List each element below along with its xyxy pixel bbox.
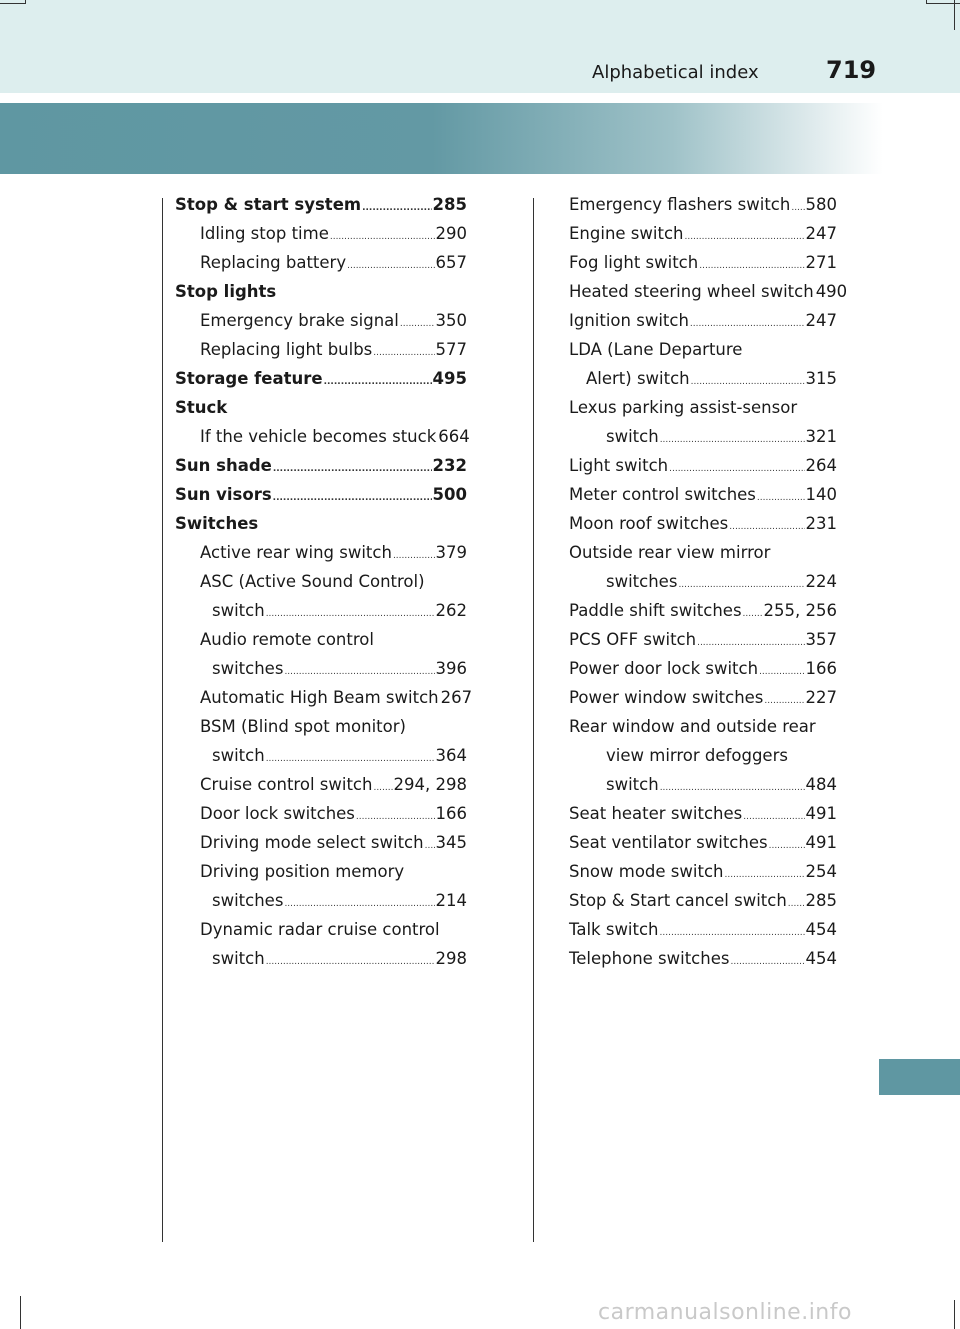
index-entry-label: switch	[606, 775, 659, 794]
dot-leader	[266, 948, 435, 977]
index-entry-page: 491	[805, 833, 837, 852]
index-heading: LDA (Lane Departure	[569, 340, 743, 359]
index-entry-page: 379	[435, 543, 467, 562]
index-entry-label: Snow mode switch	[569, 862, 724, 881]
index-entry	[606, 422, 837, 451]
header-band	[0, 103, 960, 174]
index-entry	[569, 596, 837, 625]
index-entry	[200, 306, 467, 335]
index-heading: Outside rear view mirror	[569, 543, 771, 562]
index-entry-label: Seat heater switches	[569, 804, 743, 823]
index-heading: ASC (Active Sound Control)	[200, 572, 425, 591]
index-entry	[569, 944, 837, 973]
index-entry-page: 227	[805, 688, 837, 707]
index-entry-page: 491	[805, 804, 837, 823]
index-entry-page: 166	[435, 804, 467, 823]
index-entry-page: 454	[805, 920, 837, 939]
index-entry-label: Talk switch	[569, 920, 659, 939]
index-entry-label: Automatic High Beam switch	[200, 688, 439, 707]
index-entry-page: 231	[805, 514, 837, 533]
index-entry-page: 140	[805, 485, 837, 504]
index-entry-label: Meter control switches	[569, 485, 756, 504]
index-heading: view mirror defoggers	[606, 746, 788, 765]
index-entry	[569, 857, 837, 886]
index-entry	[212, 596, 467, 625]
index-entry-page: 267	[440, 688, 473, 707]
index-heading: Rear window and outside rear	[569, 717, 816, 736]
crop-mark	[954, 1300, 955, 1329]
index-entry	[569, 509, 837, 538]
index-entry-label: Seat ventilator switches	[569, 833, 768, 852]
index-entry-label: Storage feature	[175, 369, 323, 388]
index-entry	[569, 277, 848, 306]
index-entry	[200, 248, 467, 277]
index-entry-label: Replacing light bulbs	[200, 340, 373, 359]
index-entry	[606, 567, 837, 596]
index-entry	[569, 654, 837, 683]
index-entry	[212, 654, 467, 683]
index-entry	[569, 219, 837, 248]
index-entry-page: 247	[805, 224, 837, 243]
index-entry	[569, 886, 837, 915]
index-entry	[212, 741, 467, 770]
index-entry-page: 350	[435, 311, 467, 330]
index-entry-page: 454	[805, 949, 837, 968]
index-entry	[586, 364, 837, 393]
index-entry-page: 664	[438, 427, 470, 446]
index-entry	[200, 219, 467, 248]
crop-mark	[20, 1296, 21, 1329]
index-entry	[200, 799, 467, 828]
dot-leader	[347, 252, 434, 281]
index-entry-page: 484	[805, 775, 837, 794]
index-entry-page: 247	[805, 311, 837, 330]
index-entry	[569, 828, 837, 857]
index-entry-label: Stop & Start cancel switch	[569, 891, 787, 910]
crop-mark	[25, 0, 26, 4]
dot-leader	[425, 832, 435, 861]
index-entry-page: 495	[432, 369, 467, 388]
index-entry	[200, 335, 467, 364]
crop-mark	[0, 3, 26, 4]
dot-leader	[730, 948, 804, 977]
index-entry-label: Stop & start system	[175, 195, 362, 214]
index-entry	[606, 770, 837, 799]
dot-leader	[273, 484, 432, 513]
index-entry-label: Sun shade	[175, 456, 272, 475]
index-entry	[175, 190, 467, 219]
index-heading: Audio remote control	[200, 630, 374, 649]
index-entry-page: 214	[435, 891, 467, 910]
index-entry-label: Heated steering wheel switch	[569, 282, 814, 301]
index-entry-label: switch	[606, 427, 659, 446]
column-rule-middle	[533, 198, 534, 1242]
index-entry-label: Driving mode select switch	[200, 833, 424, 852]
index-entry	[200, 828, 467, 857]
index-entry-page: 580	[805, 195, 837, 214]
index-entry-page: 262	[435, 601, 467, 620]
crop-mark	[954, 0, 955, 30]
index-entry-page: 224	[805, 572, 837, 591]
index-entry	[569, 799, 837, 828]
index-entry-page: 364	[435, 746, 467, 765]
index-entry-label: Paddle shift switches	[569, 601, 742, 620]
index-entry	[569, 915, 837, 944]
index-entry	[200, 422, 470, 451]
index-entry-label: Moon roof switches	[569, 514, 729, 533]
index-entry-label: Door lock switches	[200, 804, 355, 823]
index-entry-page: 285	[432, 195, 467, 214]
index-entry-label: Engine switch	[569, 224, 684, 243]
header-title: Alphabetical index	[592, 62, 759, 83]
index-entry-page: 290	[435, 224, 467, 243]
index-heading: Stuck	[175, 398, 228, 417]
index-entry-page: 396	[435, 659, 467, 678]
index-entry-label: Sun visors	[175, 485, 272, 504]
index-entry-label: Light switch	[569, 456, 669, 475]
index-entry-label: Ignition switch	[569, 311, 689, 330]
index-entry	[569, 306, 837, 335]
index-entry	[569, 248, 837, 277]
index-entry-label: Idling stop time	[200, 224, 329, 243]
index-entry	[569, 683, 837, 712]
index-entry-page: 285	[805, 891, 837, 910]
column-rule-left	[162, 198, 163, 1242]
index-entry-label: Power window switches	[569, 688, 764, 707]
index-entry-page: 500	[432, 485, 467, 504]
index-entry-page: 298	[435, 949, 467, 968]
index-entry-page: 271	[805, 253, 837, 272]
index-heading: BSM (Blind spot monitor)	[200, 717, 406, 736]
index-entry-page: 657	[435, 253, 467, 272]
index-heading: Dynamic radar cruise control	[200, 920, 440, 939]
index-entry-label: switches	[606, 572, 678, 591]
index-entry-page: 490	[815, 282, 848, 301]
index-entry-label: Replacing battery	[200, 253, 347, 272]
section-tab	[879, 1059, 960, 1095]
index-entry-page: 577	[435, 340, 467, 359]
index-heading: Stop lights	[175, 282, 277, 301]
index-entry-page: 166	[805, 659, 837, 678]
crop-mark	[926, 0, 927, 4]
index-entry-page: 254	[805, 862, 837, 881]
index-entry-label: switch	[212, 746, 265, 765]
index-entry	[175, 451, 467, 480]
index-entry-page: 315	[805, 369, 837, 388]
index-entry-page: 357	[805, 630, 837, 649]
page-number: 719	[826, 56, 877, 84]
page-header	[0, 0, 960, 93]
index-entry-label: If the vehicle becomes stuck	[200, 427, 437, 446]
index-entry	[200, 683, 473, 712]
index-entry	[212, 944, 467, 973]
index-entry-label: PCS OFF switch	[569, 630, 697, 649]
index-entry	[569, 190, 837, 219]
index-entry-label: Emergency flashers switch	[569, 195, 791, 214]
index-entry-label: Emergency brake signal	[200, 311, 399, 330]
index-entry	[175, 480, 467, 509]
dot-leader	[324, 368, 432, 397]
index-entry-label: switch	[212, 949, 265, 968]
index-entry-label: Alert) switch	[586, 369, 690, 388]
index-entry	[569, 451, 837, 480]
index-entry-page: 321	[805, 427, 837, 446]
index-heading: Lexus parking assist-sensor	[569, 398, 798, 417]
index-entry-label: Telephone switches	[569, 949, 730, 968]
index-entry-label: switch	[212, 601, 265, 620]
watermark: carmanualsonline.info	[598, 1300, 852, 1325]
index-entry	[200, 770, 467, 799]
index-entry	[175, 364, 467, 393]
index-entry-label: switches	[212, 659, 284, 678]
index-entry-label: switches	[212, 891, 284, 910]
index-heading: Driving position memory	[200, 862, 405, 881]
index-entry	[212, 886, 467, 915]
index-entry-page: 264	[805, 456, 837, 475]
index-entry	[569, 625, 837, 654]
index-entry-page: 255, 256	[763, 601, 837, 620]
index-entry-label: Power door lock switch	[569, 659, 759, 678]
index-entry-page: 345	[435, 833, 467, 852]
index-entry	[200, 538, 467, 567]
index-heading: Switches	[175, 514, 259, 533]
index-entry-page: 294, 298	[393, 775, 467, 794]
index-entry-label: Fog light switch	[569, 253, 699, 272]
index-entry-label: Cruise control switch	[200, 775, 373, 794]
index-entry-label: Active rear wing switch	[200, 543, 392, 562]
index-entry	[569, 480, 837, 509]
index-entry-page: 232	[432, 456, 467, 475]
